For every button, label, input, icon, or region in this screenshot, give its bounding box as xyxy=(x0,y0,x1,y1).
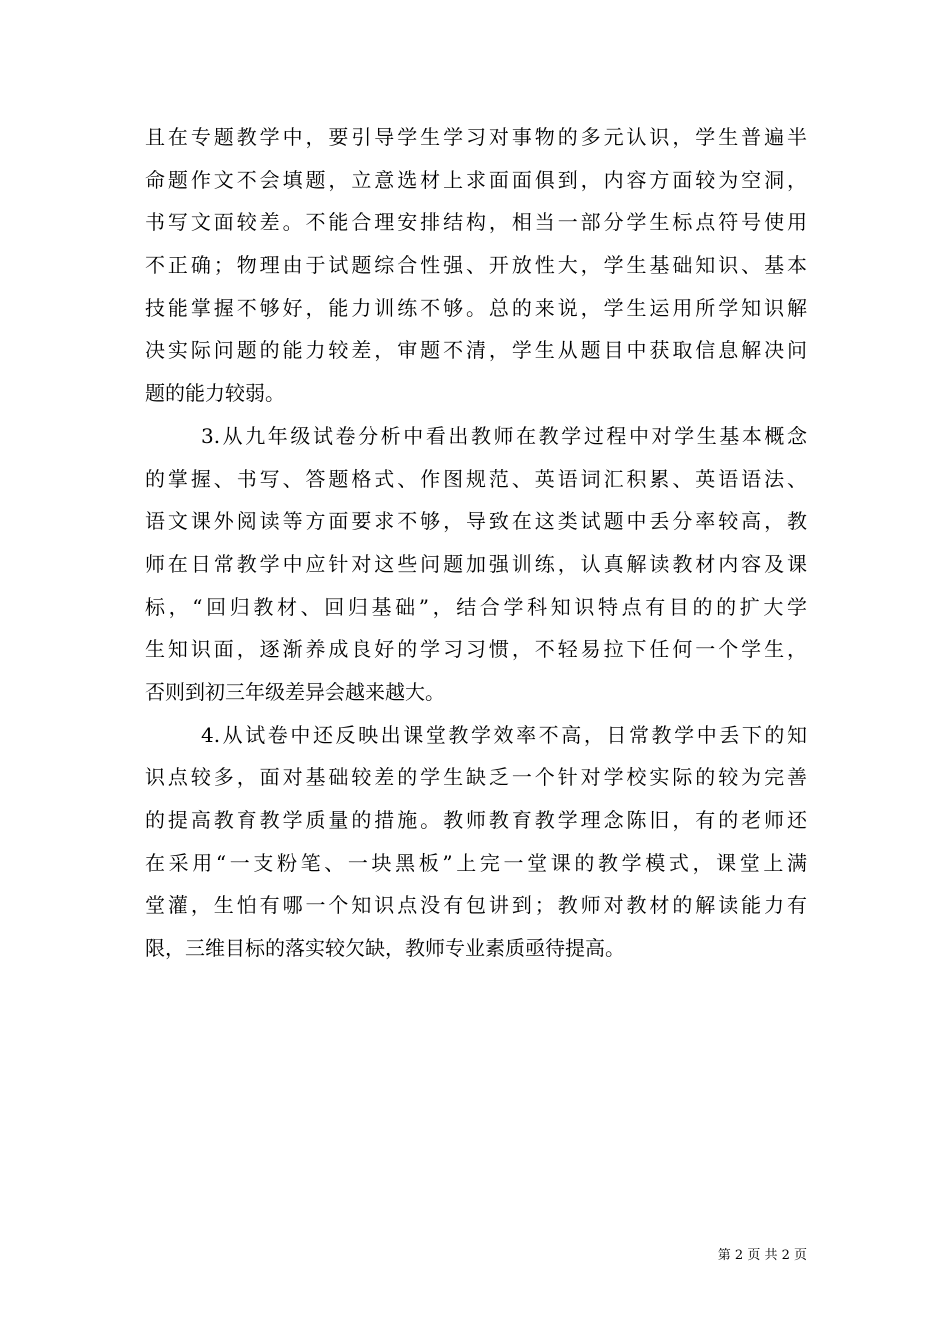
text-line: 标，“回归教材、回归基础”，结合学科知识特点有目的的扩大学 xyxy=(145,594,807,619)
paragraph xyxy=(145,714,807,970)
text-line: 限，三维目标的落实较欠缺，教师专业素质亟待提高。 xyxy=(145,936,625,961)
body-text xyxy=(145,116,807,970)
text-line: 技能掌握不够好，能力训练不够。总的来说，学生运用所学知识解 xyxy=(145,295,807,320)
text-line: 且在专题教学中，要引导学生学习对事物的多元认识，学生普遍半 xyxy=(145,125,807,149)
text-line: 的提高教育教学质量的措施。教师教育教学理念陈旧，有的老师还 xyxy=(145,808,807,832)
text-line: 决实际问题的能力较差，审题不清，学生从题目中获取信息解决问 xyxy=(145,338,807,363)
text-line: 师在日常教学中应针对这些问题加强训练，认真解读教材内容及课 xyxy=(145,551,807,576)
text-line: 堂灌，生怕有哪一个知识点没有包讲到；教师对教材的解读能力有 xyxy=(145,893,807,918)
text-line: 4.从试卷中还反映出课堂教学效率不高，日常教学中丢下的知 xyxy=(201,722,807,747)
text-line: 否则到初三年级差异会越来越大。 xyxy=(145,679,445,704)
page-number-indicator: 第 2 页 共 2 页 xyxy=(717,1248,807,1263)
text-line: 命题作文不会填题，立意选材上求面面俱到，内容方面较为空洞， xyxy=(145,167,807,192)
text-line: 语文课外阅读等方面要求不够，导致在这类试题中丢分率较高，教 xyxy=(145,509,807,534)
text-line: 3.从九年级试卷分析中看出教师在教学过程中对学生基本概念 xyxy=(201,423,807,448)
text-line: 的掌握、书写、答题格式、作图规范、英语词汇积累、英语语法、 xyxy=(145,466,807,491)
text-line: 识点较多，面对基础较差的学生缺乏一个针对学校实际的较为完善 xyxy=(145,765,807,790)
text-line: 生知识面，逐渐养成良好的学习习惯，不轻易拉下任何一个学生， xyxy=(145,637,807,662)
text-line: 书写文面较差。不能合理安排结构，相当一部分学生标点符号使用 xyxy=(145,210,807,235)
text-line: 题的能力较弱。 xyxy=(145,381,285,406)
paragraph xyxy=(145,415,807,714)
paragraph xyxy=(145,116,807,415)
text-line: 在采用“一支粉笔、一块黑板”上完一堂课的教学模式，课堂上满 xyxy=(145,850,807,875)
text-line: 不正确；物理由于试题综合性强、开放性大，学生基础知识、基本 xyxy=(145,253,807,278)
page-footer xyxy=(718,1248,807,1264)
